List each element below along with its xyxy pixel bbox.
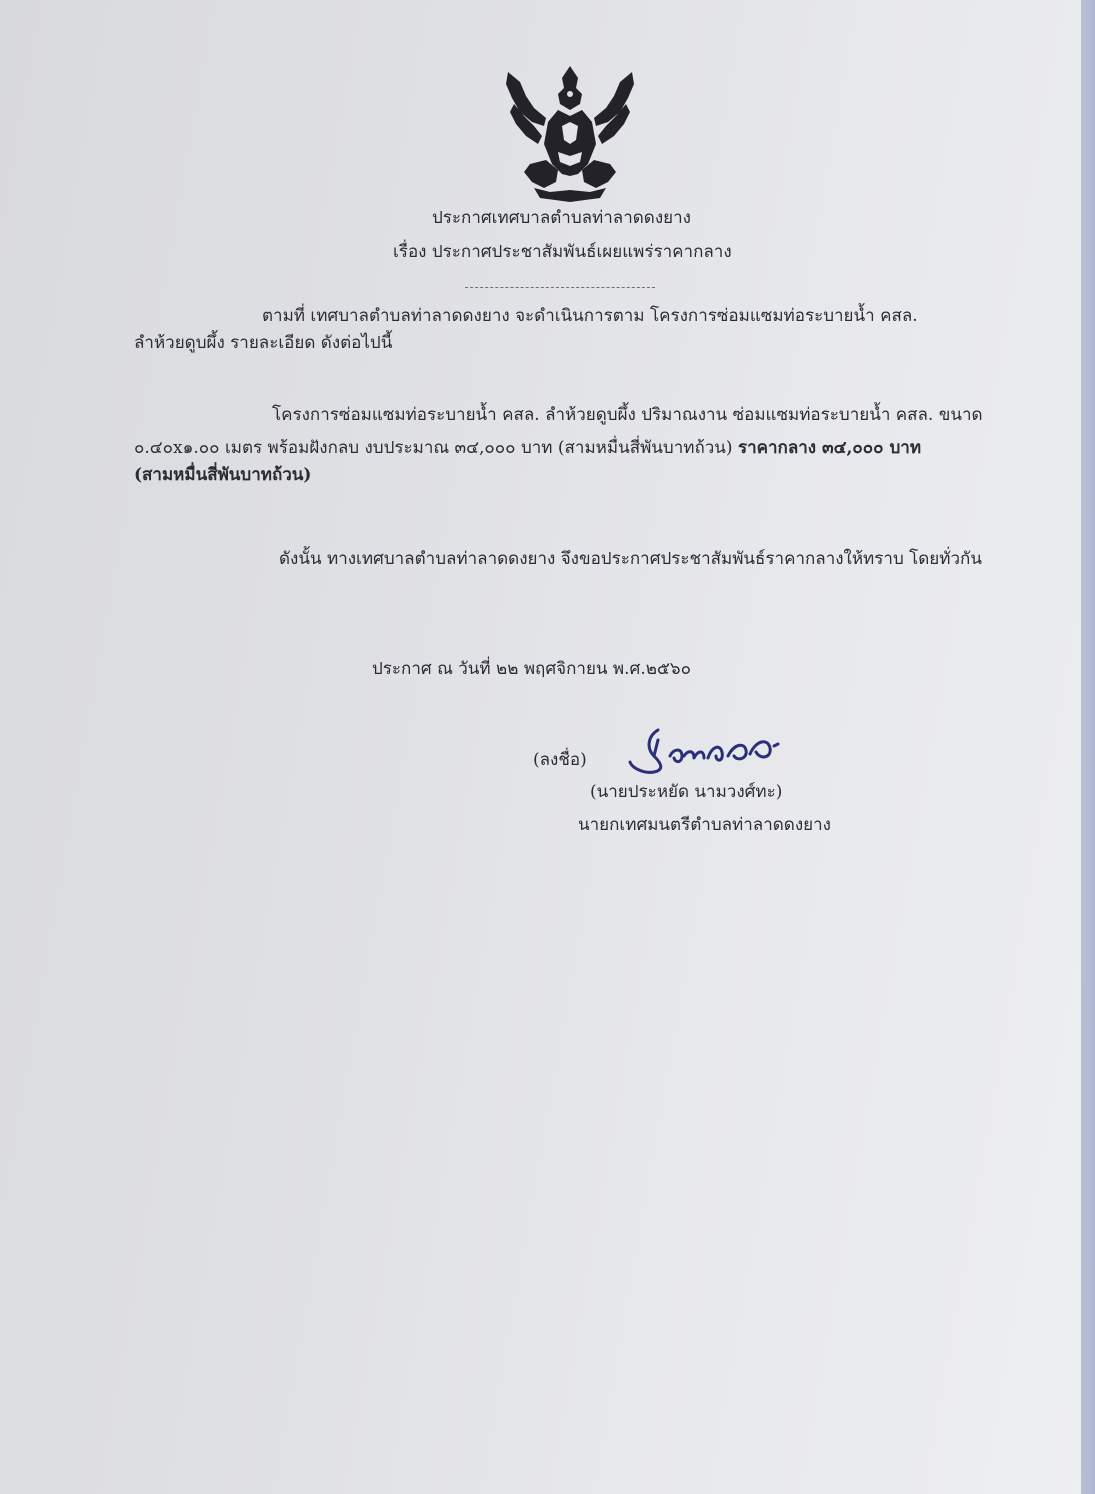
reference-price-text: ราคากลาง ๓๔,๐๐๐ บาท <box>737 438 922 458</box>
signatory-position: นายกเทศมนตรีตำบลท่าลาดดงยาง <box>578 815 831 835</box>
paragraph-2-line-2 <box>134 436 921 460</box>
announcement-date: ประกาศ ณ วันที่ ๒๒ พฤศจิกายน พ.ศ.๒๕๖๐ <box>372 659 691 679</box>
paragraph-1-line-1: ตามที่ เทศบาลตำบลท่าลาดดงยาง จะดำเนินการตาม โครงการซ่อมแซมท่อระบายน้ำ คสล. <box>262 306 918 326</box>
paragraph-3: ดังนั้น ทางเทศบาลตำบลท่าลาดดงยาง จึงขอประกาศประชาสัมพันธ์ราคากลางให้ทราบ โดยทั่วกัน <box>279 549 982 569</box>
title-divider <box>465 287 655 288</box>
garuda-emblem-icon <box>500 64 640 204</box>
paragraph-1-line-2: ลำห้วยดูบผึ้ง รายละเอียด ดังต่อไปนี้ <box>134 333 393 353</box>
reference-price-words: (สามหมื่นสี่พันบาทถ้วน) <box>134 465 312 485</box>
paragraph-2-line-2-text: ๐.๔๐x๑.๐๐ เมตร พร้อมฝังกลบ งบประมาณ ๓๔,๐๐๐ บาท (สามหมื่นสี่พันบาทถ้วน) <box>134 438 738 458</box>
announcement-subject: เรื่อง ประกาศประชาสัมพันธ์เผยแพร่ราคากลาง <box>393 242 732 262</box>
background-edge <box>1081 0 1095 1494</box>
announcement-title: ประกาศเทศบาลตำบลท่าลาดดงยาง <box>432 208 691 228</box>
paragraph-2-line-1: โครงการซ่อมแซมท่อระบายน้ำ คสล. ลำห้วยดูบผึ้ง ปริมาณงาน ซ่อมแซมท่อระบายน้ำ คสล. ขนาด <box>272 405 983 425</box>
signature-label: (ลงชื่อ) <box>533 750 587 770</box>
signatory-name: (นายประหยัด นามวงศ์ทะ) <box>590 782 783 802</box>
handwritten-signature <box>624 722 802 778</box>
